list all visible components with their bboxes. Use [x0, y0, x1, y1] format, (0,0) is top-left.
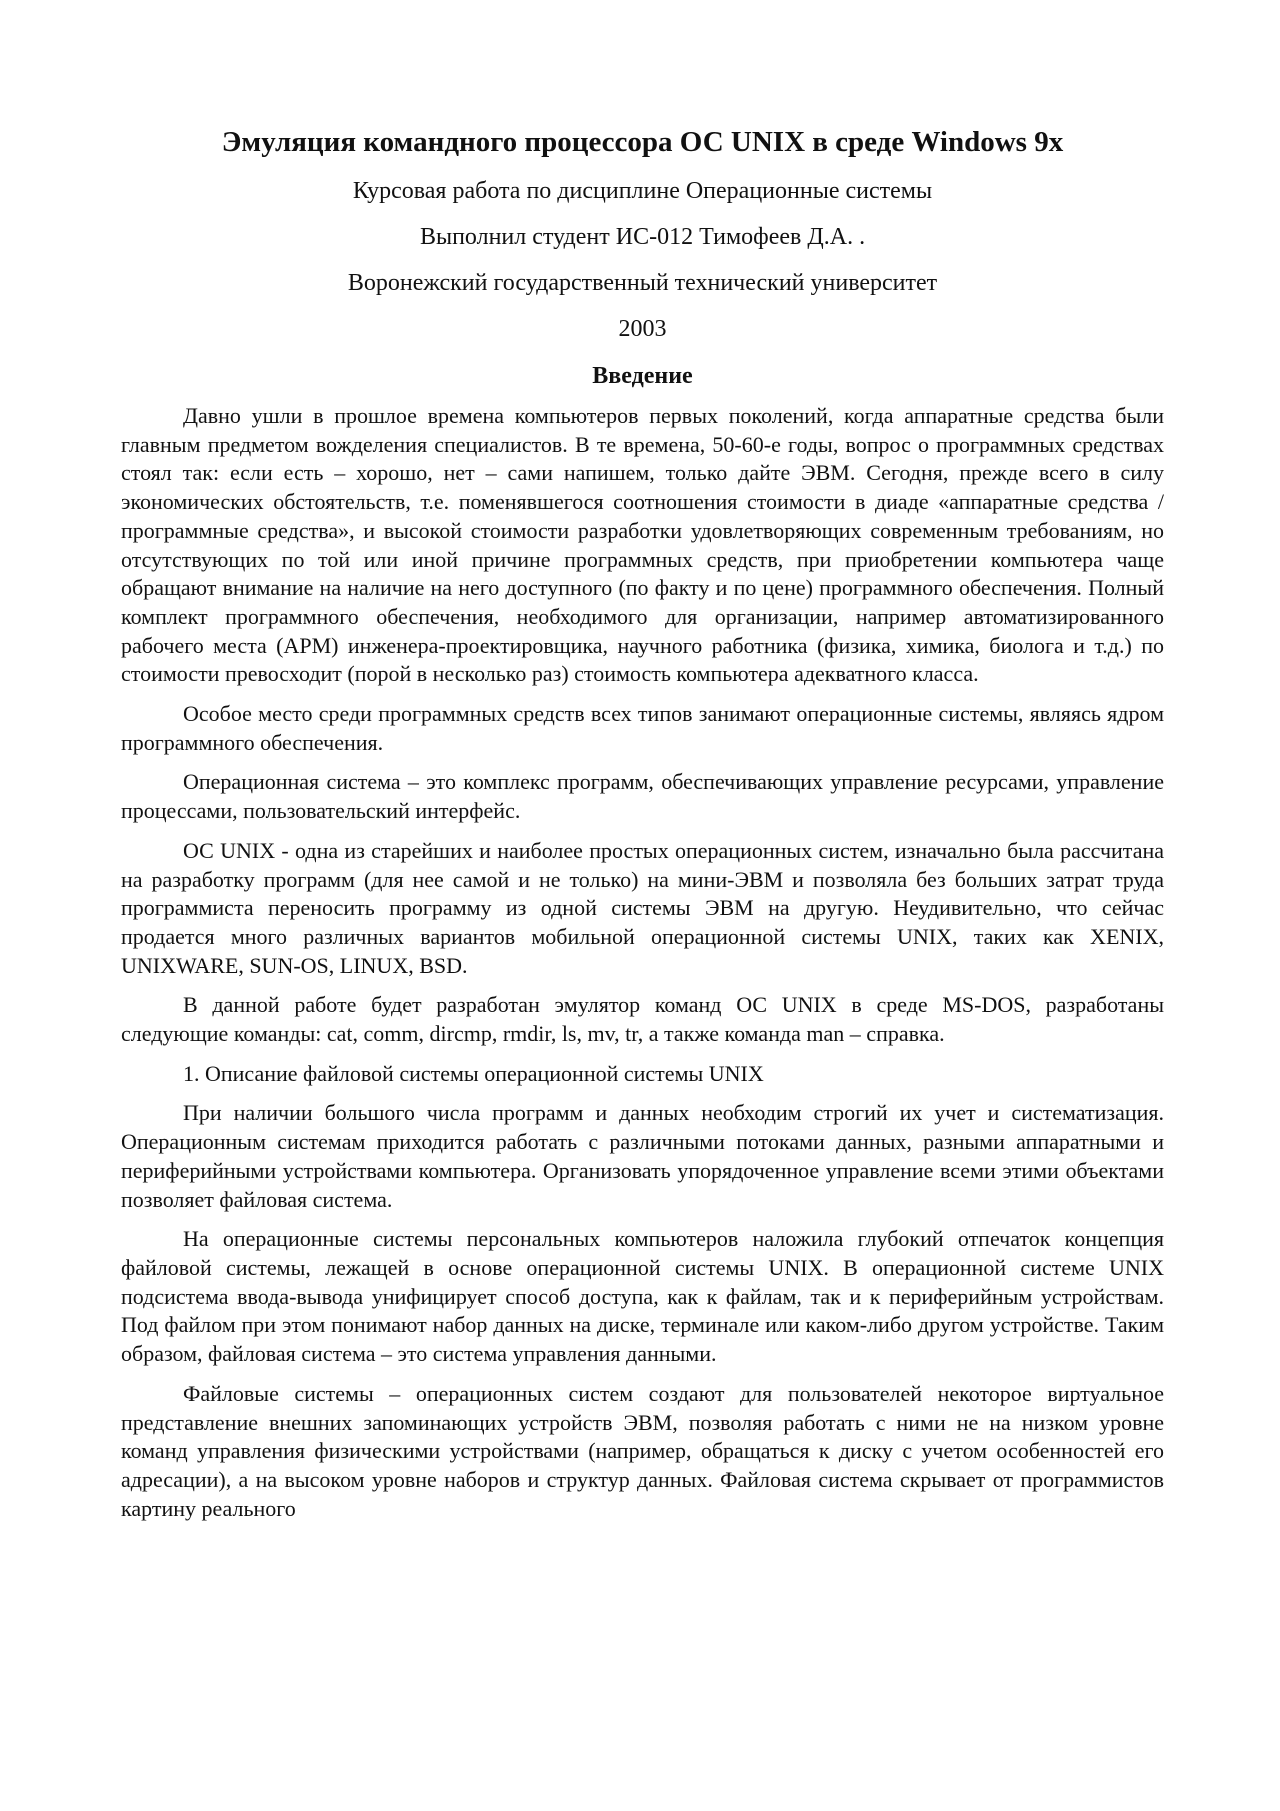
paragraph: Давно ушли в прошлое времена компьютеров первых поколений, когда аппаратные средства были главным предметом вожделения специалистов. В те времена, 50-60-е годы, вопрос о программных средствах стоял так: если есть – хорошо, нет – сами напишем, только дайте ЭВМ. Сегодня, прежде всего в силу экономических обстоятельств, т.е. поменявшегося соотношения стоимости в диаде «аппаратные средства / программные средства», и высокой стоимости разработки удовлетворяющих современным требованиям, но отсутствующих по той или иной причине программных средств, при приобретении компьютера чаще обращают внимание на наличие на него доступного (по факту и по цене) программного обеспечения. Полный комплект программного обеспечения, необходимого для организации, например автоматизированного рабочего места (АРМ) инженера-проектировщика, научного работника (физика, химика, биолога и т.д.) по стоимости превосходит (порой в несколько раз) стоимость компьютера адекватного класса.: [121, 403, 1164, 687]
document-page: [121, 122, 1164, 1534]
paragraph: На операционные системы персональных компьютеров наложила глубокий отпечаток концепция файловой системы, лежащей в основе операционной системы UNIX. В операционной системе UNIX подсистема ввода-вывода унифицирует способ доступа, как к файлам, так и к периферийным устройствам. Под файлом при этом понимают набор данных на диске, терминале или каком-либо другом устройстве. Таким образом, файловая система – это система управления данными.: [121, 1226, 1164, 1367]
section-heading: Введение: [592, 363, 693, 389]
paragraph: Операционная система – это комплекс программ, обеспечивающих управление ресурсами, управление процессами, пользовательский интерфейс.: [121, 769, 1164, 824]
paragraph: При наличии большого числа программ и данных необходим строгий их учет и систематизация. Операционным системам приходится работать с различными потоками данных, разными аппаратными и периферийными устройствами компьютера. Организовать упорядоченное управление всеми этими объектами позволяет файловая система.: [121, 1100, 1164, 1212]
paragraph: Особое место среди программных средств всех типов занимают операционные системы, являясь ядром программного обеспечения.: [121, 701, 1164, 755]
paragraph: В данной работе будет разработан эмулятор команд ОС UNIX в среде MS-DOS, разработаны следующие команды: cat, comm, dircmp, rmdir, ls, mv, tr, а также команда man – справка.: [121, 992, 1164, 1047]
document-university: Воронежский государственный технический университет: [347, 270, 938, 296]
document-author: Выполнил студент ИС-012 Тимофеев Д.А. .: [419, 224, 866, 250]
subsection-heading: 1. Описание файловой системы операционной системы UNIX: [183, 1060, 764, 1086]
document-subtitle: Курсовая работа по дисциплине Операционные системы: [352, 178, 933, 204]
paragraph: ОС UNIX - одна из старейших и наиболее простых операционных систем, изначально была рассчитана на разработку программ (для нее самой и не только) на мини-ЭВМ и позволяла без больших затрат труда программиста переносить программу из одной системы ЭВМ на другую. Неудивительно, что сейчас продается много различных вариантов мобильной операционной системы UNIX, таких как XENIX, UNIXWARE, SUN-OS, LINUX, BSD.: [121, 837, 1164, 978]
document-title: Эмуляция командного процессора ОС UNIX в среде Windows 9x: [221, 126, 1064, 158]
document-year: 2003: [618, 316, 667, 342]
paragraph: Файловые системы – операционных систем создают для пользователей некоторое виртуальное представление внешних запоминающих устройств ЭВМ, позволяя работать с ними не на низком уровне команд управления физическими устройствами (например, обращаться к диску с учетом особенностей его адресации), а на высоком уровне наборов и структур данных. Файловая система скрывает от программистов картину реального: [121, 1380, 1164, 1521]
